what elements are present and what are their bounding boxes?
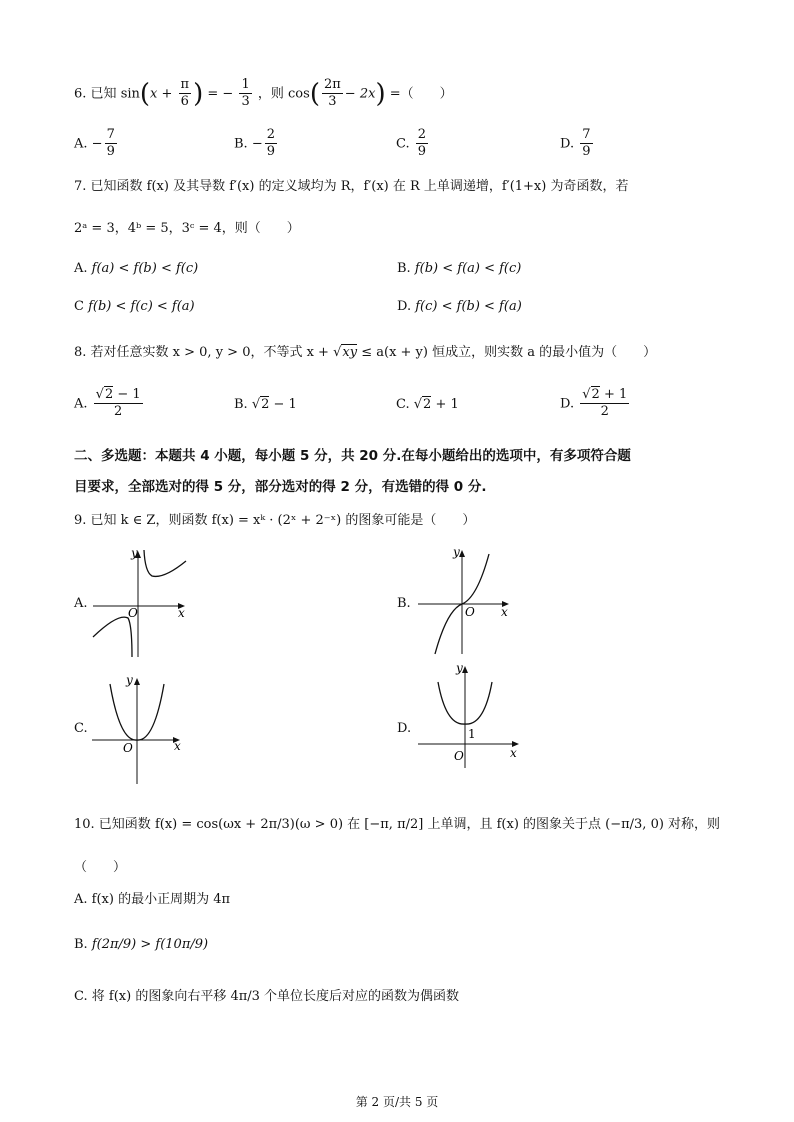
q9-graph-b [415, 542, 520, 657]
q9-graph-a-origin: O [128, 606, 138, 620]
q9-graph-d [414, 660, 526, 772]
q9-graph-d-label: D. [397, 721, 412, 736]
q9-graph-d-origin: O [454, 749, 464, 763]
q8-stem: 8. 若对任意实数 x > 0, y > 0，不等式 x + √xy ≤ a(x + y) 恒成立，则实数 a 的最小值为（ ） [74, 345, 657, 360]
q6-option-d: D. $\frac{7}{9}$ [560, 127, 591, 160]
q9-graph-a-y-label: y [131, 546, 138, 560]
q7-option-d: D. f(c) < f(b) < f(a) [397, 299, 522, 314]
q9-graph-b-y-label: y [453, 545, 460, 559]
q7-stem-line1: 7. 已知函数 f(x) 及其导数 f′(x) 的定义域均为 R，f′(x) 在 R 上单调递增，f′(1+x) 为奇函数，若 [74, 179, 629, 194]
q8-option-b: B. √2 − 1 [234, 397, 297, 412]
q10-stem-line1: 10. 已知函数 f(x) = cos(ωx + 2π/3)(ω > 0) 在 [−π, π/2] 上单调，且 f(x) 的图象关于点 (−π/3, 0) 对称，则 [74, 817, 721, 832]
q9-graph-c-y-label: y [126, 673, 133, 687]
q9-graph-c [90, 672, 190, 787]
q9-graph-d-y-label: y [456, 661, 463, 675]
q7-stem-line2: 2ᵃ = 3，4ᵇ = 5，3ᶜ = 4，则（ ） [74, 221, 300, 236]
q10-option-c: C. 将 f(x) 的图象向右平移 4π/3 个单位长度后对应的函数为偶函数 [74, 989, 460, 1004]
q10-stem-line2: （ ） [74, 860, 127, 875]
q10-option-a: A. f(x) 的最小正周期为 4π [74, 892, 231, 907]
page-footer: 第 2 页/共 5 页 [355, 1095, 439, 1109]
q9-graph-a [88, 545, 198, 660]
q7-option-c: C f(b) < f(c) < f(a) [74, 299, 195, 314]
q9-graph-b-label: B. [397, 596, 411, 611]
q9-graph-a-label: A. [74, 596, 88, 611]
q10-option-b: B. f(2π/9) > f(10π/9) [74, 937, 209, 952]
q9-graph-c-label: C. [74, 721, 88, 736]
q9-graph-b-origin: O [465, 605, 475, 619]
q9-graph-b-x-label: x [501, 605, 508, 619]
q6-option-c: C. $\frac{2}{9}$ [396, 127, 427, 160]
q7-option-a: A. f(a) < f(b) < f(c) [74, 261, 199, 276]
section2-heading-line2: 目要求，全部选对的得 5 分，部分选对的得 2 分，有选错的得 0 分. [74, 479, 487, 495]
q8-option-d: D. $\frac{√2 + 1}{2}$ [560, 387, 628, 420]
q9-graph-c-origin: O [123, 741, 133, 755]
q6-stem: 6. 已知 sin(x + $\frac{\pi}{6}$ ) = − $\frac{1}{3}$ ，则 cos( $\frac{2\pi}{3}$ − 2x) =（ ） [74, 77, 453, 110]
q6-option-a: A. − $\frac{7}{9}$ [74, 127, 115, 160]
q9-graph-d-mark: 1 [468, 727, 476, 741]
section2-heading-line1: 二、多选题：本题共 4 小题，每小题 5 分，共 20 分.在每小题给出的选项中，有多项符合题 [74, 448, 631, 464]
q8-option-a: A. $\frac{√2 - 1}{2}$ [74, 387, 141, 420]
q8-option-c: C. √2 + 1 [396, 397, 459, 412]
q9-graph-c-x-label: x [174, 739, 181, 753]
q6-option-b: B. − $\frac{2}{9}$ [234, 127, 276, 160]
q7-option-b: B. f(b) < f(a) < f(c) [397, 261, 522, 276]
q9-stem: 9. 已知 k ∈ Z，则函数 f(x) = xᵏ · (2ˣ + 2⁻ˣ) 的图象可能是（ ） [74, 513, 476, 528]
q9-graph-d-x-label: x [510, 746, 517, 760]
q9-graph-a-x-label: x [178, 606, 185, 620]
